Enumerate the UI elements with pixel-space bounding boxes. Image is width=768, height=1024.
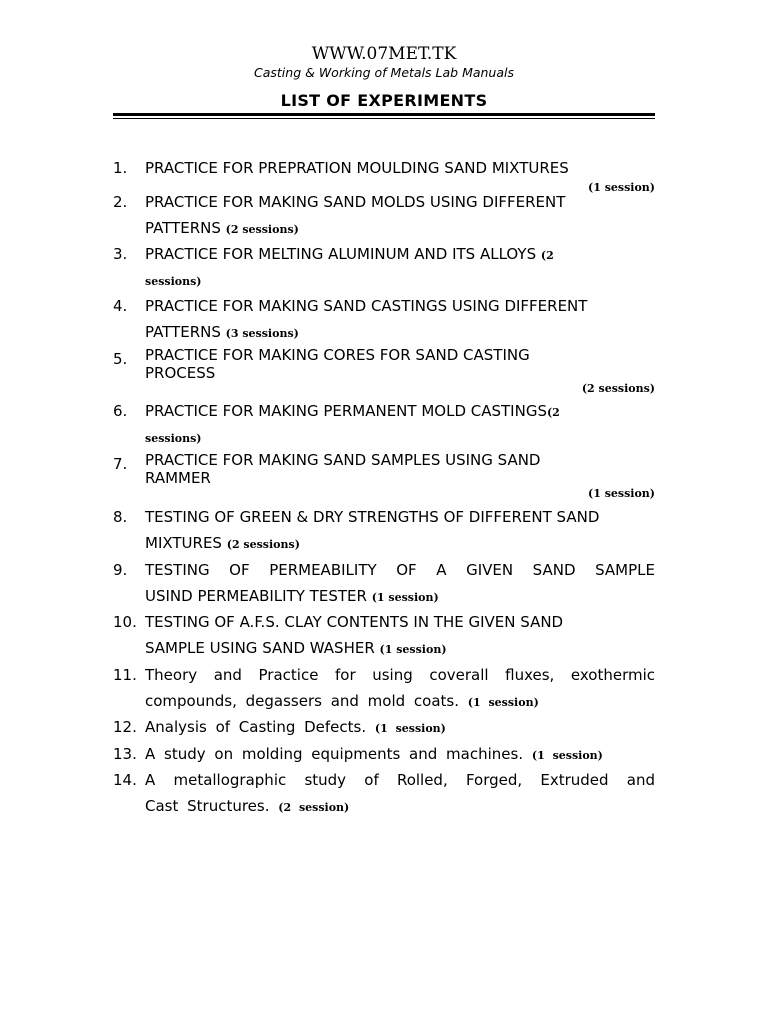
experiment-item-12 (113, 714, 655, 742)
item-title: Analysis of Casting Defects. (145, 718, 367, 736)
experiment-item-14 (113, 767, 655, 821)
session-count: (1 session) (588, 487, 655, 500)
heading-rule-thin (113, 118, 655, 119)
experiment-item-6 (113, 398, 655, 452)
item-title-line1: TESTING OF PERMEABILITY OF A GIVEN SAND SAMPLE (145, 561, 655, 579)
item-title-line1: A metallographic study of Rolled, Forged, Extruded and (145, 771, 655, 789)
session-count: (1 session) (379, 643, 447, 656)
item-title-line1: TESTING OF GREEN & DRY STRENGTHS OF DIFFERENT SAND (145, 508, 600, 526)
session-count-cont: sessions) (145, 275, 202, 288)
item-number: 5. (113, 350, 128, 368)
item-title-line1: TESTING OF A.F.S. CLAY CONTENTS IN THE GIVEN SAND (145, 613, 564, 631)
session-count: (3 sessions) (225, 327, 299, 340)
item-number: 10. (113, 613, 137, 631)
item-title-line1: PRACTICE FOR MAKING SAND SAMPLES USING SAND (145, 451, 541, 469)
experiment-item-8 (113, 504, 655, 558)
item-title-line2: PATTERNS (145, 219, 221, 237)
item-number: 2. (113, 193, 128, 211)
item-title: A study on molding equipments and machines. (145, 745, 524, 763)
session-count: (1 session) (531, 749, 603, 762)
session-count: (2 sessions) (581, 382, 655, 395)
item-title-line2: Cast Structures. (145, 797, 270, 815)
experiment-item-13 (113, 741, 655, 769)
session-count: (2 sessions) (226, 538, 300, 551)
item-title-line2: MIXTURES (145, 534, 222, 552)
item-number: 3. (113, 245, 128, 263)
item-number: 6. (113, 402, 128, 420)
page-title: LIST OF EXPERIMENTS (280, 91, 488, 110)
item-title-line2: SAMPLE USING SAND WASHER (145, 639, 375, 657)
experiment-item-10 (113, 609, 655, 663)
session-count: (1 session) (374, 722, 446, 735)
item-number: 14. (113, 771, 137, 789)
session-count: (1 session) (467, 696, 539, 709)
item-number: 9. (113, 561, 128, 579)
experiment-item-7 (113, 451, 655, 501)
site-url: WWW.07MET.TK (311, 44, 457, 64)
session-count-cont: sessions) (145, 432, 202, 445)
item-number: 7. (113, 455, 128, 473)
item-number: 11. (113, 666, 137, 684)
item-title-line2: PATTERNS (145, 323, 221, 341)
experiment-item-9 (113, 557, 655, 611)
item-title: PRACTICE FOR MAKING PERMANENT MOLD CASTINGS (145, 402, 547, 420)
item-title-line1: PRACTICE FOR MAKING SAND CASTINGS USING DIFFERENT (145, 297, 588, 315)
session-count: (2 (540, 249, 554, 262)
experiment-item-2 (113, 189, 655, 243)
item-number: 12. (113, 718, 137, 736)
item-number: 1. (113, 159, 128, 177)
experiment-item-3 (113, 241, 655, 295)
session-count: (1 session) (371, 591, 439, 604)
experiment-item-4 (113, 293, 655, 347)
item-title-line1: Theory and Practice for using coverall fluxes, exothermic (145, 666, 655, 684)
session-count: (2 sessions) (225, 223, 299, 236)
item-title-line1: PRACTICE FOR MAKING SAND MOLDS USING DIFFERENT (145, 193, 566, 211)
experiment-item-11 (113, 662, 655, 716)
item-number: 13. (113, 745, 137, 763)
experiment-item-5 (113, 346, 655, 396)
item-title-line2: RAMMER (145, 469, 211, 487)
item-title: PRACTICE FOR PREPRATION MOULDING SAND MIXTURES (145, 159, 569, 177)
item-title: PRACTICE FOR MELTING ALUMINUM AND ITS ALLOYS (145, 245, 537, 263)
heading-rule-thick (113, 113, 655, 116)
item-title-line2: PROCESS (145, 364, 216, 382)
item-title-line2: compounds, degassers and mold coats. (145, 692, 460, 710)
session-count: (1 session) (588, 181, 655, 194)
session-count: (2 session) (278, 801, 350, 814)
item-number: 4. (113, 297, 128, 315)
manual-subtitle: Casting & Working of Metals Lab Manuals (254, 65, 514, 80)
item-title-line1: PRACTICE FOR MAKING CORES FOR SAND CASTING (145, 346, 530, 364)
session-count: (2 (546, 406, 560, 419)
item-number: 8. (113, 508, 128, 526)
item-title-line2: USIND PERMEABILITY TESTER (145, 587, 367, 605)
